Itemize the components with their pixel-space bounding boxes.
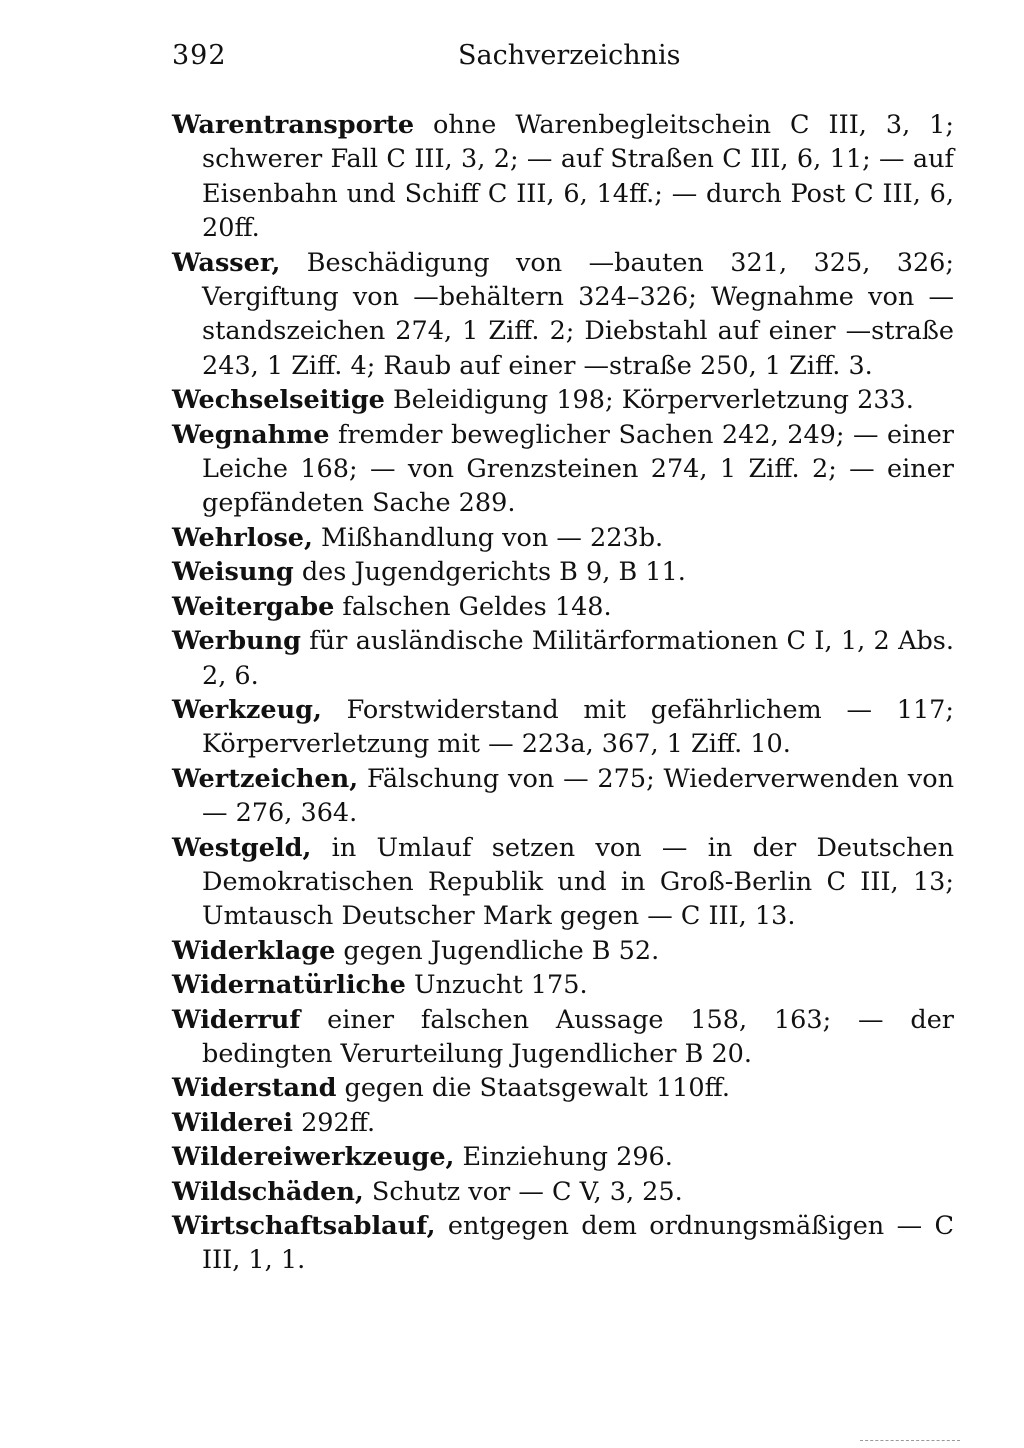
entry-text: einer falschen Aussage 158, 163; — der bedingten Verurteilung Jugendlicher B 20.: [202, 1004, 954, 1069]
running-title: Sachverzeichnis: [458, 40, 681, 71]
index-entry: [172, 1175, 954, 1209]
entry-text: Forstwiderstand mit gefährlichem — 117; Körperverletzung mit — 223a, 367, 1 Ziff. 10.: [202, 694, 954, 760]
index-entry: [172, 624, 954, 693]
entry-text: in Umlauf setzen von — in der Deutschen Demokratischen Republik und in Groß-Berlin C III, 13; Umtausch Deutscher Mark gegen — C III, 13.: [202, 832, 954, 932]
entry-headword: Widernatürliche: [172, 970, 406, 1001]
page-header: [172, 40, 952, 80]
entry-headword: Wasser,: [172, 247, 281, 278]
entry-text: für ausländische Militärformationen C I, 1, 2 Abs. 2, 6.: [202, 626, 954, 691]
entry-headword: Warentransporte: [172, 110, 415, 140]
index-entry: [172, 1106, 954, 1140]
index-entry: [172, 555, 954, 589]
entry-headword: Wehrlose,: [172, 522, 313, 553]
entry-text: Einziehung 296.: [454, 1142, 673, 1173]
entry-headword: Westgeld,: [172, 832, 312, 863]
entry-headword: Wildschäden,: [172, 1176, 364, 1207]
entry-text: 292ff.: [292, 1107, 376, 1138]
index-entry: [172, 521, 954, 555]
entry-text: Beleidigung 198; Körperverletzung 233.: [384, 385, 914, 416]
entry-text: Unzucht 175.: [405, 970, 588, 1001]
entry-headword: Wechselseitige: [172, 385, 385, 416]
index-entry: [172, 383, 954, 417]
entry-headword: Werkzeug,: [172, 694, 322, 725]
entry-headword: Widerstand: [172, 1073, 337, 1104]
index-entry: [172, 762, 954, 831]
index-entry: [172, 934, 954, 968]
entry-text: Schutz vor — C V, 3, 25.: [363, 1176, 683, 1207]
index-entry: [172, 968, 954, 1002]
page-edge-rule: [860, 1440, 960, 1441]
index-entry: [172, 693, 954, 762]
entry-text: gegen Jugendliche B 52.: [335, 935, 660, 966]
entry-headword: Weitergabe: [172, 591, 335, 622]
entry-text: des Jugendgerichts B 9, B 11.: [293, 557, 686, 588]
entry-headword: Wirtschaftsablauf,: [172, 1211, 436, 1241]
entry-headword: Widerklage: [172, 935, 336, 966]
index-entry: [172, 831, 954, 934]
entry-text: Fälschung von — 275; Wiederverwenden von — 276, 364.: [202, 763, 954, 829]
index-entry: [172, 1003, 954, 1072]
index-entry: [172, 1209, 954, 1278]
page-number: 392: [172, 40, 227, 71]
entry-headword: Wertzeichen,: [172, 763, 359, 794]
entry-text: entgegen dem ordnungsmäßigen — C III, 1, 1.: [202, 1211, 954, 1276]
entry-headword: Weisung: [172, 557, 294, 588]
entry-headword: Wildereiwerkzeuge,: [172, 1142, 455, 1173]
index-list: [172, 108, 954, 1278]
entry-headword: Wegnahme: [172, 419, 330, 450]
index-entry: [172, 246, 954, 384]
entry-headword: Werbung: [172, 626, 301, 657]
index-entry: [172, 108, 954, 246]
entry-text: Beschädigung von —bauten 321, 325, 326; Vergiftung von —behältern 324–326; Wegnahme von —standszeichen 274, 1 Ziff. 2; Diebstahl auf einer —straße 243, 1 Ziff. 4; Raub auf einer —straße 250, 1 Ziff. 3.: [202, 247, 954, 381]
index-entry: [172, 1071, 954, 1105]
index-entry: [172, 590, 954, 624]
entry-text: ohne Warenbegleitschein C III, 3, 1; schwerer Fall C III, 3, 2; — auf Straßen C III, 6, 11; — auf Eisenbahn und Schiff C III, 6, 14ff.; — durch Post C III, 6, 20ff.: [202, 110, 954, 244]
entry-text: falschen Geldes 148.: [334, 591, 612, 622]
entry-text: Mißhandlung von — 223b.: [312, 522, 664, 553]
entry-text: fremder beweglicher Sachen 242, 249; — einer Leiche 168; — von Grenzsteinen 274, 1 Ziff. 2; — einer gepfändeten Sache 289.: [202, 419, 954, 519]
index-entry: [172, 1140, 954, 1174]
entry-headword: Widerruf: [172, 1004, 301, 1035]
entry-text: gegen die Staatsgewalt 110ff.: [336, 1073, 730, 1104]
entry-headword: Wilderei: [172, 1107, 293, 1138]
index-entry: [172, 418, 954, 521]
